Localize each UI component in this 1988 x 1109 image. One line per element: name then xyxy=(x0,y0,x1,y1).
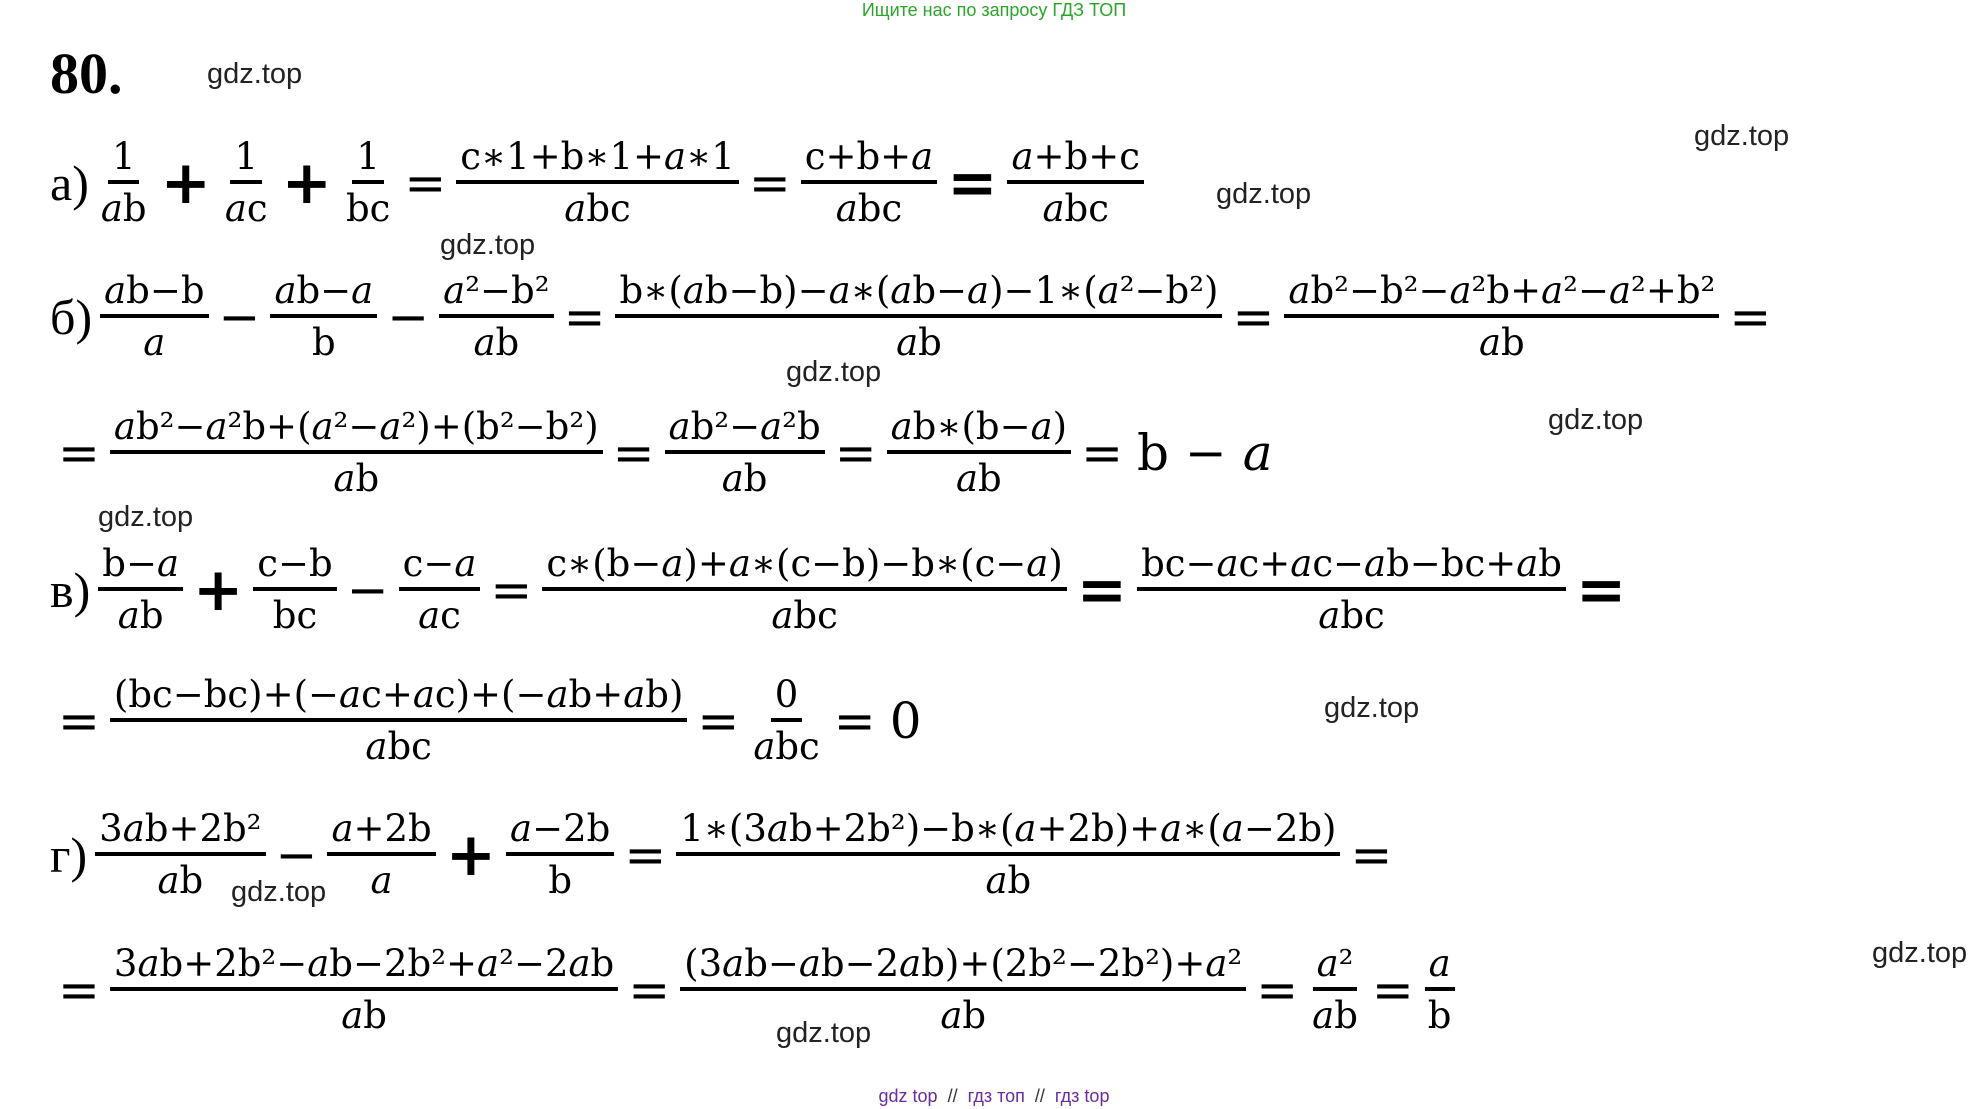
operator: = xyxy=(58,961,100,1020)
numerator: 𝑎² xyxy=(1313,945,1358,991)
operator: = xyxy=(1256,961,1299,1020)
top-banner: Ищите нас по запросу ГДЗ ТОП xyxy=(861,0,1127,20)
denominator: bc xyxy=(345,186,391,230)
denominator: 𝑎b xyxy=(1312,993,1358,1037)
fraction xyxy=(253,542,336,637)
numerator: 𝑎b²−𝑎²b+(𝑎²−𝑎²)+(b²−b²) xyxy=(110,408,603,454)
denominator: 𝑎b xyxy=(117,593,164,637)
fraction xyxy=(665,405,825,500)
equation-v xyxy=(50,542,1634,637)
numerator: 𝑎b²−𝑎²b xyxy=(665,408,825,454)
fraction xyxy=(506,807,614,902)
denominator: 𝑎b xyxy=(896,320,942,364)
fraction xyxy=(100,269,208,364)
numerator: 0 xyxy=(771,676,803,722)
numerator: c∗(b−𝑎)+𝑎∗(c−b)−b∗(c−𝑎) xyxy=(542,545,1066,591)
fraction xyxy=(110,405,603,500)
fraction xyxy=(680,942,1246,1037)
numerator: 3𝑎b+2b² xyxy=(95,810,265,856)
watermark: gdz.top xyxy=(231,876,327,908)
footer-link[interactable]: гдз top xyxy=(1054,1086,1110,1106)
equation-a xyxy=(50,135,1146,230)
numerator: b−𝑎 xyxy=(98,545,183,591)
numerator: (3𝑎b−𝑎b−2𝑎b)+(2b²−2b²)+𝑎² xyxy=(680,945,1246,991)
fraction xyxy=(542,542,1066,637)
fraction xyxy=(327,807,435,902)
operator: = xyxy=(833,692,876,751)
item-label: г) xyxy=(50,827,88,884)
fraction xyxy=(221,135,272,230)
denominator: 𝑎b xyxy=(940,993,987,1037)
result: b − 𝑎 xyxy=(1137,424,1273,483)
operator: = xyxy=(1076,555,1128,626)
watermark: gdz.top xyxy=(1216,178,1312,210)
operator: − xyxy=(275,826,318,885)
denominator: 𝑎b xyxy=(473,320,520,364)
fraction xyxy=(1424,942,1456,1037)
denominator: 𝑎bc xyxy=(564,186,631,230)
fraction xyxy=(97,135,151,230)
operator: = xyxy=(628,961,671,1020)
fraction xyxy=(456,135,739,230)
operator: = xyxy=(624,826,667,885)
operator: + xyxy=(281,148,332,219)
operator: = xyxy=(58,424,100,483)
fraction xyxy=(1308,942,1362,1037)
denominator: b xyxy=(1427,993,1452,1037)
operator: = xyxy=(947,148,998,219)
operator: = xyxy=(748,154,791,213)
operator: = xyxy=(612,424,655,483)
operator: = xyxy=(490,561,533,620)
numerator: 1∗(3𝑎b+2b²)−b∗(𝑎+2b)+𝑎∗(𝑎−2b) xyxy=(676,810,1340,856)
operator: + xyxy=(193,555,244,626)
fraction xyxy=(1137,542,1566,637)
numerator: bc−𝑎c+𝑎c−𝑎b−bc+𝑎b xyxy=(1137,545,1566,591)
watermark: gdz.top xyxy=(1872,937,1968,969)
numerator: c+b+𝑎 xyxy=(801,138,937,184)
task-number: 80. xyxy=(50,41,123,106)
operator: − xyxy=(346,561,389,620)
operator: = xyxy=(1081,424,1124,483)
numerator: c−b xyxy=(253,545,336,591)
denominator: 𝑎c xyxy=(224,186,268,230)
denominator: bc xyxy=(272,593,318,637)
denominator: 𝑎c xyxy=(418,593,461,637)
fraction xyxy=(342,135,394,230)
operator: + xyxy=(160,148,211,219)
footer-separator: // xyxy=(947,1086,958,1106)
operator: + xyxy=(445,820,497,891)
result: 0 xyxy=(889,692,922,751)
denominator: 𝑎bc xyxy=(1042,186,1109,230)
denominator: 𝑎bc xyxy=(835,186,903,230)
fraction xyxy=(1284,269,1719,364)
denominator: 𝑎b xyxy=(721,456,768,500)
numerator: c−𝑎 xyxy=(399,545,481,591)
fraction xyxy=(95,807,265,902)
watermark: gdz.top xyxy=(786,356,882,388)
operator: = xyxy=(404,154,447,213)
footer-links xyxy=(0,1086,1988,1107)
fraction xyxy=(676,807,1340,902)
numerator: 𝑎²−b² xyxy=(439,272,553,318)
denominator: 𝑎bc xyxy=(771,593,838,637)
watermark: gdz.top xyxy=(1548,404,1644,436)
numerator: 𝑎 xyxy=(1425,945,1455,991)
operator: = xyxy=(1371,961,1414,1020)
operator: = xyxy=(697,692,740,751)
watermark: gdz.top xyxy=(1324,692,1420,724)
denominator: 𝑎b xyxy=(157,858,204,902)
operator: = xyxy=(1575,555,1627,626)
denominator: 𝑎b xyxy=(341,993,387,1037)
fraction xyxy=(110,942,618,1037)
denominator: 𝑎b xyxy=(100,186,147,230)
denominator: 𝑎 xyxy=(143,320,166,364)
footer-link[interactable]: гдз топ xyxy=(967,1086,1025,1106)
numerator: 𝑎+2b xyxy=(327,810,435,856)
watermark: gdz.top xyxy=(98,501,194,533)
fraction xyxy=(615,269,1222,364)
operator: = xyxy=(1729,288,1772,347)
operator: = xyxy=(58,692,100,751)
denominator: 𝑎 xyxy=(370,858,393,902)
denominator: 𝑎bc xyxy=(365,724,432,768)
fraction xyxy=(887,405,1072,500)
fraction xyxy=(98,542,183,637)
numerator: (bc−bc)+(−𝑎c+𝑎c)+(−𝑎b+𝑎b) xyxy=(110,676,688,722)
denominator: 𝑎bc xyxy=(1318,593,1385,637)
fraction xyxy=(749,673,823,768)
footer-link[interactable]: gdz top xyxy=(878,1086,938,1106)
item-label: а) xyxy=(50,155,89,212)
numerator: 1 xyxy=(352,138,384,184)
numerator: 3𝑎b+2b²−𝑎b−2b²+𝑎²−2𝑎b xyxy=(110,945,618,991)
fraction xyxy=(439,269,553,364)
denominator: b xyxy=(548,858,572,902)
fraction xyxy=(110,673,688,768)
numerator: 𝑎b²−b²−𝑎²b+𝑎²−𝑎²+b² xyxy=(1284,272,1719,318)
denominator: 𝑎b xyxy=(985,858,1032,902)
numerator: 𝑎b−𝑎 xyxy=(270,272,377,318)
equation-g xyxy=(50,807,1400,902)
equation-b-continued xyxy=(50,405,1273,500)
operator: = xyxy=(834,424,877,483)
watermark: gdz.top xyxy=(440,229,536,261)
footer-separator: // xyxy=(1034,1086,1045,1106)
denominator: 𝑎b xyxy=(955,456,1002,500)
operator: = xyxy=(563,288,606,347)
denominator: 𝑎bc xyxy=(753,724,820,768)
fraction xyxy=(801,135,937,230)
denominator: b xyxy=(312,320,336,364)
fraction xyxy=(1007,135,1143,230)
fraction xyxy=(270,269,377,364)
equation-g-continued xyxy=(50,942,1457,1037)
denominator: 𝑎b xyxy=(333,456,380,500)
item-label: в) xyxy=(50,562,91,619)
watermark: gdz.top xyxy=(776,1017,872,1049)
numerator: 1 xyxy=(230,138,262,184)
operator: = xyxy=(1350,826,1393,885)
numerator: b∗(𝑎b−b)−𝑎∗(𝑎b−𝑎)−1∗(𝑎²−b²) xyxy=(615,272,1222,318)
numerator: 𝑎b∗(b−𝑎) xyxy=(887,408,1072,454)
fraction xyxy=(399,542,481,637)
numerator: 𝑎b−b xyxy=(100,272,208,318)
operator: − xyxy=(387,288,430,347)
numerator: 1 xyxy=(108,138,140,184)
operator: − xyxy=(218,288,261,347)
equation-v-continued xyxy=(50,673,922,768)
item-label: б) xyxy=(50,289,93,346)
watermark: gdz.top xyxy=(1694,120,1790,152)
operator: = xyxy=(1232,288,1275,347)
denominator: 𝑎b xyxy=(1479,320,1525,364)
watermark: gdz.top xyxy=(207,58,303,90)
numerator: c∗1+b∗1+𝑎∗1 xyxy=(456,138,739,184)
equation-b xyxy=(50,269,1779,364)
numerator: 𝑎−2b xyxy=(506,810,614,856)
numerator: 𝑎+b+c xyxy=(1007,138,1143,184)
